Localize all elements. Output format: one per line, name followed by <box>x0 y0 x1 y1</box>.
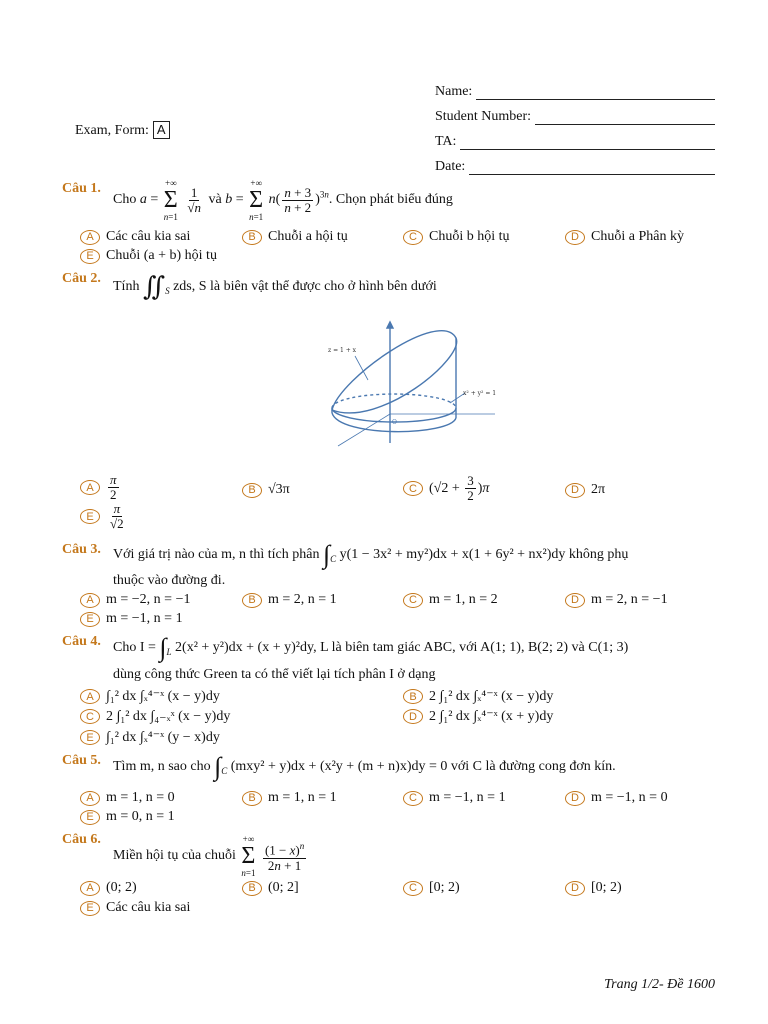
form-code-box: A <box>153 121 170 139</box>
q1-option-b[interactable] <box>242 229 348 245</box>
q3-option-b[interactable] <box>242 592 337 608</box>
option-text: m = −1, n = 1 <box>429 790 506 805</box>
q5-option-d[interactable] <box>565 790 668 806</box>
q3-prefix: Với giá trị nào của m, n thì tích phân <box>113 547 320 563</box>
q3-option-c[interactable] <box>403 592 498 608</box>
q4-option-b[interactable] <box>403 688 553 705</box>
option-badge: B <box>242 483 262 498</box>
q1-option-e[interactable] <box>80 248 217 264</box>
q6-text: Miền hội tụ của chuỗi +∞ Σ n=1 $\frac{(1 - x)^n}{2n + 1}$ <box>113 834 305 878</box>
z-axis-arrow <box>387 322 393 328</box>
q4-label: Câu 4. <box>62 634 101 649</box>
option-text: m = −1, n = 1 <box>106 611 183 626</box>
q5-option-a[interactable] <box>80 790 175 806</box>
q2-figure <box>320 318 510 460</box>
option-badge: B <box>242 230 262 245</box>
q2-option-d[interactable] <box>565 482 605 498</box>
q3-expr: y(1 − 3x² + my²)dx + x(1 + 6y² + nx²)dy không phụ <box>339 547 629 563</box>
double-integral-symbol: ∬ <box>142 272 166 301</box>
option-text: m = 1, n = 0 <box>106 790 175 805</box>
option-text: √3π <box>268 482 290 497</box>
q4-option-d[interactable] <box>403 708 553 725</box>
option-badge: A <box>80 881 100 896</box>
q6-option-a[interactable] <box>80 880 137 896</box>
q1-suffix: . Chọn phát biểu đúng <box>328 192 453 208</box>
option-text: Chuỗi (a + b) hội tụ <box>106 248 217 263</box>
option-badge: B <box>242 791 262 806</box>
q1-label: Câu 1. <box>62 181 101 196</box>
option-badge: D <box>565 881 585 896</box>
option-text: 2π <box>591 482 606 497</box>
q4-option-a[interactable] <box>80 688 220 705</box>
q6-option-c[interactable] <box>403 880 460 896</box>
option-text: ∫₁² dx ∫ₓ⁴⁻ˣ (y − x)dy <box>106 730 220 745</box>
q1-option-a[interactable] <box>80 229 190 245</box>
q2-label: Câu 2. <box>62 271 101 286</box>
q4-option-e[interactable] <box>80 729 220 746</box>
option-badge: D <box>565 230 585 245</box>
option-text: Các câu kia sai <box>106 229 191 244</box>
option-text: Các câu kia sai <box>106 900 191 915</box>
integral-symbol: ∫ <box>159 633 167 662</box>
top-tilted-ellipse <box>332 331 457 413</box>
option-text: m = 2, n = −1 <box>591 592 668 607</box>
q6-option-b[interactable] <box>242 880 299 896</box>
q3-option-a[interactable] <box>80 592 190 608</box>
option-badge: B <box>242 593 262 608</box>
student-number-field[interactable] <box>435 107 715 125</box>
q3-option-d[interactable] <box>565 592 668 608</box>
q1-mid: và <box>208 192 222 208</box>
q4-prefix: Cho I = <box>113 640 156 656</box>
q5-label: Câu 5. <box>62 753 101 768</box>
q5-option-b[interactable] <box>242 790 337 806</box>
q1-option-c[interactable] <box>403 229 510 245</box>
q3-label: Câu 3. <box>62 542 101 557</box>
option-text: m = 0, n = 1 <box>106 809 175 824</box>
q3-text-line2: thuộc vào đường đi. <box>113 573 226 588</box>
origin-label: O <box>392 419 397 426</box>
option-badge: E <box>80 901 100 916</box>
date-label: Date: <box>435 159 466 174</box>
option-text: 2 ∫₁² dx ∫₄₋ₓˣ (x − y)dy <box>106 709 231 724</box>
option-text: m = 1, n = 2 <box>429 592 498 607</box>
q4-text-line2: dùng công thức Green ta có thể viết lại tích phân I ở dạng <box>113 667 436 682</box>
option-badge: B <box>242 881 262 896</box>
option-badge: E <box>80 509 100 524</box>
option-badge: C <box>403 481 423 496</box>
option-badge: D <box>565 791 585 806</box>
q5-prefix: Tìm m, n sao cho <box>113 759 211 775</box>
q2-option-e[interactable]: E $\frac{\pi}{√2}$ <box>80 502 128 531</box>
q6-option-e[interactable] <box>80 900 190 916</box>
option-text: (0; 2] <box>268 880 299 895</box>
option-text: m = 2, n = 1 <box>268 592 337 607</box>
option-badge: E <box>80 249 100 264</box>
q5-option-c[interactable] <box>403 790 506 806</box>
option-badge: C <box>403 230 423 245</box>
q1-option-d[interactable] <box>565 229 684 245</box>
q1-prefix: Cho <box>113 192 137 208</box>
q5-expr: (mxy² + y)dx + (x²y + (m + n)x)dy = 0 với C là đường cong đơn kín. <box>230 759 616 775</box>
option-text: m = −1, n = 0 <box>591 790 668 805</box>
option-text: [0; 2) <box>591 880 622 895</box>
integral-symbol: ∫ <box>322 540 331 569</box>
option-text: Chuỗi a hội tụ <box>268 229 348 244</box>
ta-line[interactable] <box>460 137 715 150</box>
option-badge: A <box>80 791 100 806</box>
option-text: (0; 2) <box>106 880 137 895</box>
integral-symbol: ∫ <box>214 752 222 781</box>
q1-text: Cho a = +∞ Σ n=1 $\frac{1}{√n}$ và b = +∞ Σ n=1 n( $\frac{n + 3}{n + 2}$ )$^{3n}$. Chọn phát biểu đúng <box>113 178 453 222</box>
q6-label: Câu 6. <box>62 832 101 847</box>
option-badge: D <box>565 483 585 498</box>
q5-text: Tìm m, n sao cho $\int_C$ (mxy² + y)dx + (x²y + (m + n)x)dy = 0 với C là đường cong đơn kín. <box>113 752 616 781</box>
name-label: Name: <box>435 84 473 99</box>
date-line[interactable] <box>469 162 715 175</box>
option-badge: E <box>80 730 100 745</box>
q3-text-line1: Với giá trị nào của m, n thì tích phân $\int_C$ y(1 − 3x² + my²)dx + x(1 + 6y² + nx²)dy không phụ <box>113 540 629 569</box>
name-line[interactable] <box>476 87 715 100</box>
q6-option-d[interactable] <box>565 880 622 896</box>
q4-option-c[interactable] <box>80 708 230 725</box>
plane-label: z = 1 + x <box>328 347 357 354</box>
name-field[interactable] <box>435 82 715 100</box>
option-badge: C <box>403 791 423 806</box>
option-text: Chuỗi b hội tụ <box>429 229 510 244</box>
option-badge: A <box>80 480 100 495</box>
student-number-label: Student Number: <box>435 109 532 124</box>
q2-option-c[interactable]: C (√2 + $\frac{3}{2}$ ) π <box>403 474 489 503</box>
option-text: [0; 2) <box>429 880 460 895</box>
date-field[interactable] <box>435 157 715 175</box>
option-text: Chuỗi a Phân kỳ <box>591 229 684 244</box>
option-text: m = −2, n = −1 <box>106 592 191 607</box>
q3-option-e[interactable] <box>80 611 183 627</box>
q2-option-b[interactable] <box>242 482 290 498</box>
exam-form-label <box>75 121 170 139</box>
option-text: 2 ∫₁² dx ∫ₓ⁴⁻ˣ (x − y)dy <box>429 689 554 704</box>
option-badge: E <box>80 612 100 627</box>
option-badge: E <box>80 810 100 825</box>
page-footer: Trang 1/2- Đề 1600 <box>604 977 715 992</box>
option-text: m = 1, n = 1 <box>268 790 337 805</box>
cylinder-label: x² + y² = 1 <box>463 390 497 397</box>
q2-prefix: Tính <box>113 279 140 295</box>
option-badge: D <box>565 593 585 608</box>
q2-text: Tính $∬_S$ zds, S là biên vật thể được cho ở hình bên dưới <box>113 272 437 301</box>
option-badge: A <box>80 689 100 704</box>
option-text: 2 ∫₁² dx ∫ₓ⁴⁻ˣ (x + y)dy <box>429 709 554 724</box>
option-badge: C <box>403 881 423 896</box>
ta-label: TA: <box>435 134 457 149</box>
option-badge: A <box>80 593 100 608</box>
student-number-line[interactable] <box>535 112 715 125</box>
ta-field[interactable] <box>435 132 715 150</box>
q4-text-line1: Cho $I = \int_L$ 2(x² + y²)dx + (x + y)²dy, L là biên tam giác ABC, với A(1; 1), B(2; 2) và C(1; 3) <box>113 633 629 662</box>
option-badge: D <box>403 709 423 724</box>
x-axis <box>338 414 390 446</box>
q2-suffix: zds, S là biên vật thể được cho ở hình bên dưới <box>173 279 437 295</box>
exam-label-text: Exam, Form: <box>75 123 149 138</box>
q2-option-a[interactable]: A $\frac{\pi}{2}$ <box>80 473 121 502</box>
q5-option-e[interactable] <box>80 809 175 825</box>
option-badge: C <box>80 709 100 724</box>
q6-prefix: Miền hội tụ của chuỗi <box>113 848 236 864</box>
option-badge: A <box>80 230 100 245</box>
option-text: ∫₁² dx ∫ₓ⁴⁻ˣ (x − y)dy <box>106 689 220 704</box>
option-badge: C <box>403 593 423 608</box>
q4-expr: 2(x² + y²)dx + (x + y)²dy, L là biên tam giác ABC, với A(1; 1), B(2; 2) và C(1; 3) <box>175 640 629 656</box>
option-badge: B <box>403 689 423 704</box>
